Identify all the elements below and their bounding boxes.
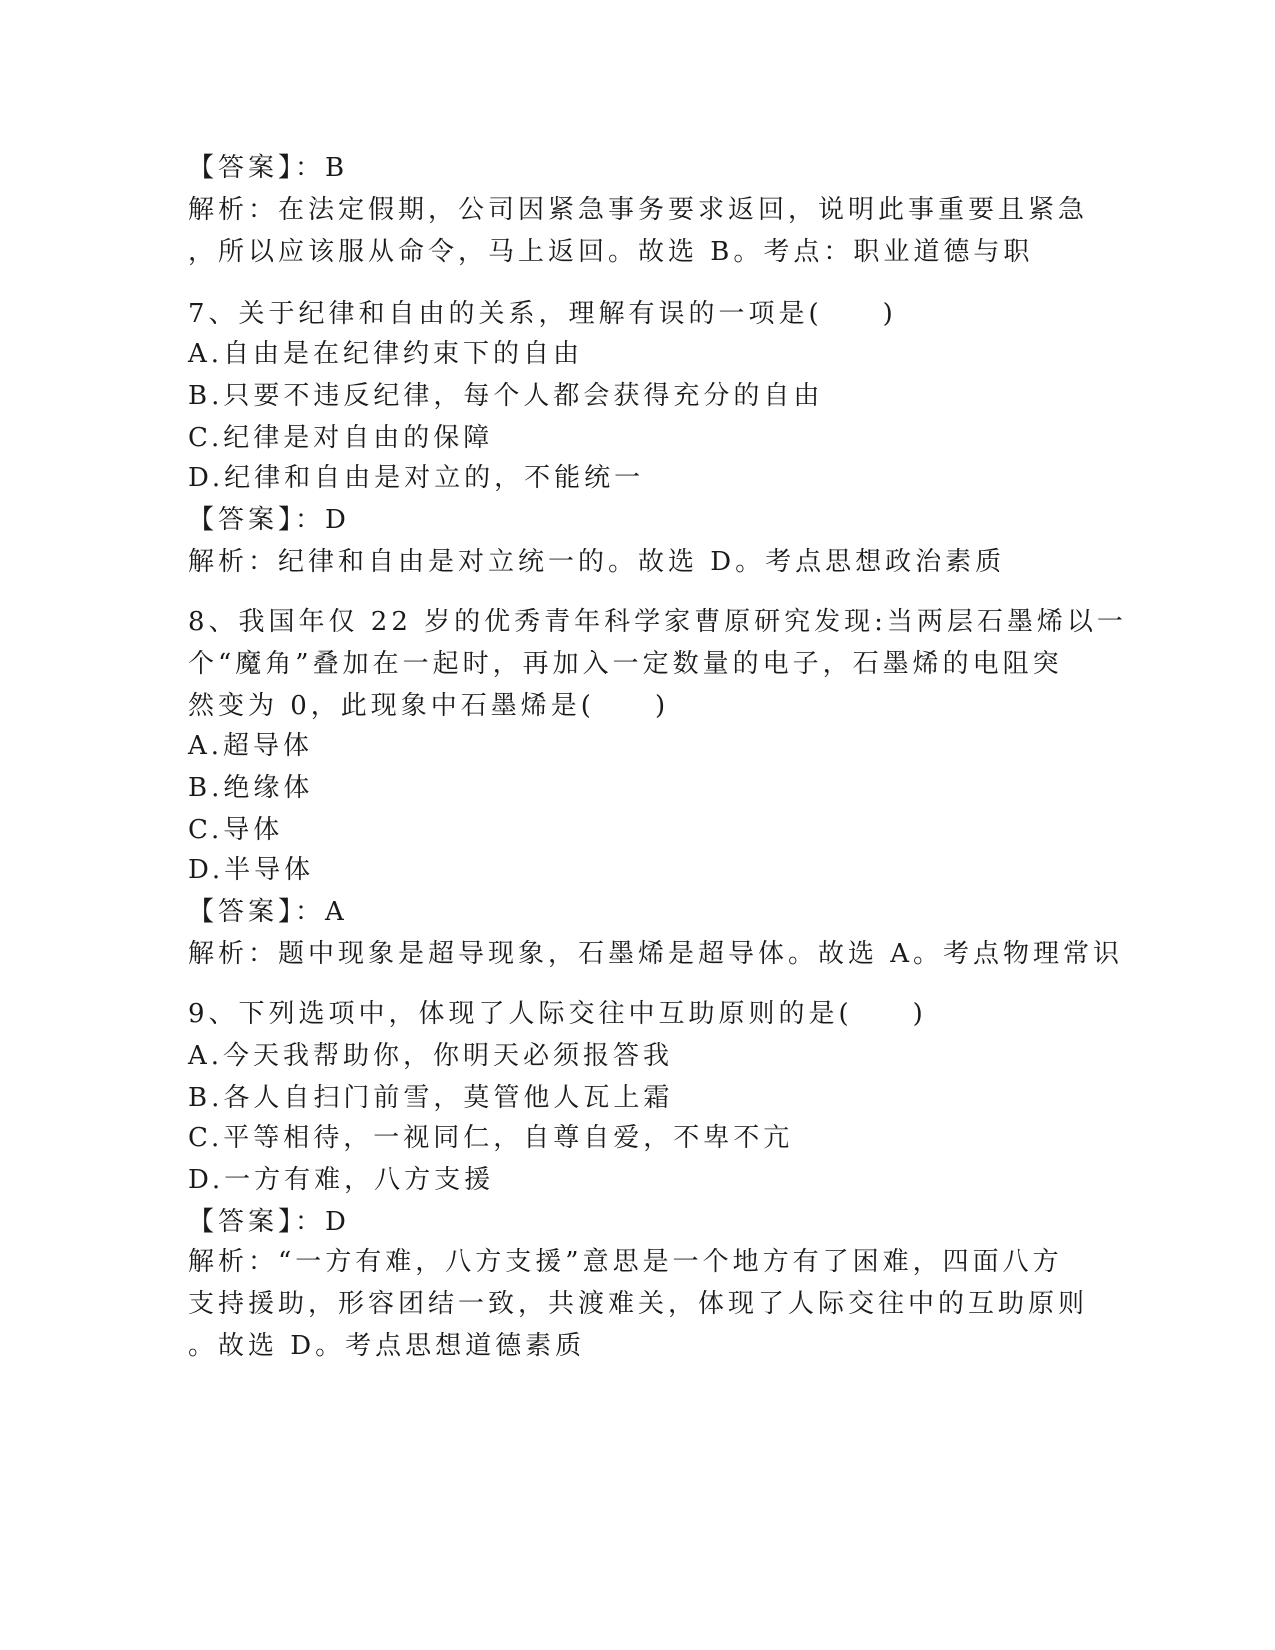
- question-8: 个“魔角”叠加在一起时，再加入一定数量的电子，石墨烯的电阻突: [188, 649, 1063, 679]
- explanation-text: 。故选 D。考点思想道德素质: [188, 1331, 586, 1361]
- option-a: A.自由是在纪律约束下的自由: [188, 339, 584, 369]
- question-9: 9、下列选项中，体现了人际交往中互助原则的是( ): [188, 999, 927, 1029]
- explanation-text: 支持援助，形容团结一致，共渡难关，体现了人际交往中的互助原则: [188, 1289, 1089, 1319]
- question-7: 7、关于纪律和自由的关系，理解有误的一项是( ): [188, 299, 897, 329]
- option-a: A.超导体: [188, 731, 314, 761]
- answer-label: 【答案】：D: [188, 1207, 350, 1237]
- option-b: B.各人自扫门前雪，莫管他人瓦上霜: [188, 1083, 674, 1113]
- option-c: C.平等相待，一视同仁，自尊自爱，不卑不亢: [188, 1123, 794, 1153]
- explanation-text: ，所以应该服从命令，马上返回。故选 B。考点：职业道德与职: [188, 237, 1034, 267]
- answer-label: 【答案】：A: [188, 897, 348, 927]
- explanation-text: 解析：纪律和自由是对立统一的。故选 D。考点思想政治素质: [188, 547, 1006, 577]
- option-d: D.一方有难，八方支援: [188, 1165, 495, 1195]
- option-d: D.纪律和自由是对立的，不能统一: [188, 463, 645, 493]
- option-b: B.只要不违反纪律，每个人都会获得充分的自由: [188, 381, 824, 411]
- explanation-text: 解析：题中现象是超导现象，石墨烯是超导体。故选 A。考点物理常识: [188, 939, 1124, 969]
- question-8: 8、我国年仅 22 岁的优秀青年科学家曹原研究发现:当两层石墨烯以一: [188, 607, 1127, 637]
- option-c: C.导体: [188, 815, 284, 845]
- option-d: D.半导体: [188, 855, 315, 885]
- option-b: B.绝缘体: [188, 773, 314, 803]
- answer-label: 【答案】：D: [188, 505, 350, 535]
- answer-label: 【答案】：B: [188, 153, 349, 183]
- explanation-text: 解析：在法定假期，公司因紧急事务要求返回，说明此事重要且紧急: [188, 195, 1089, 225]
- option-c: C.纪律是对自由的保障: [188, 423, 494, 453]
- explanation-text: 解析：“一方有难，八方支援”意思是一个地方有了困难，四面八方: [188, 1247, 1063, 1277]
- question-8: 然变为 0，此现象中石墨烯是( ): [188, 691, 670, 721]
- option-a: A.今天我帮助你，你明天必须报答我: [188, 1041, 674, 1071]
